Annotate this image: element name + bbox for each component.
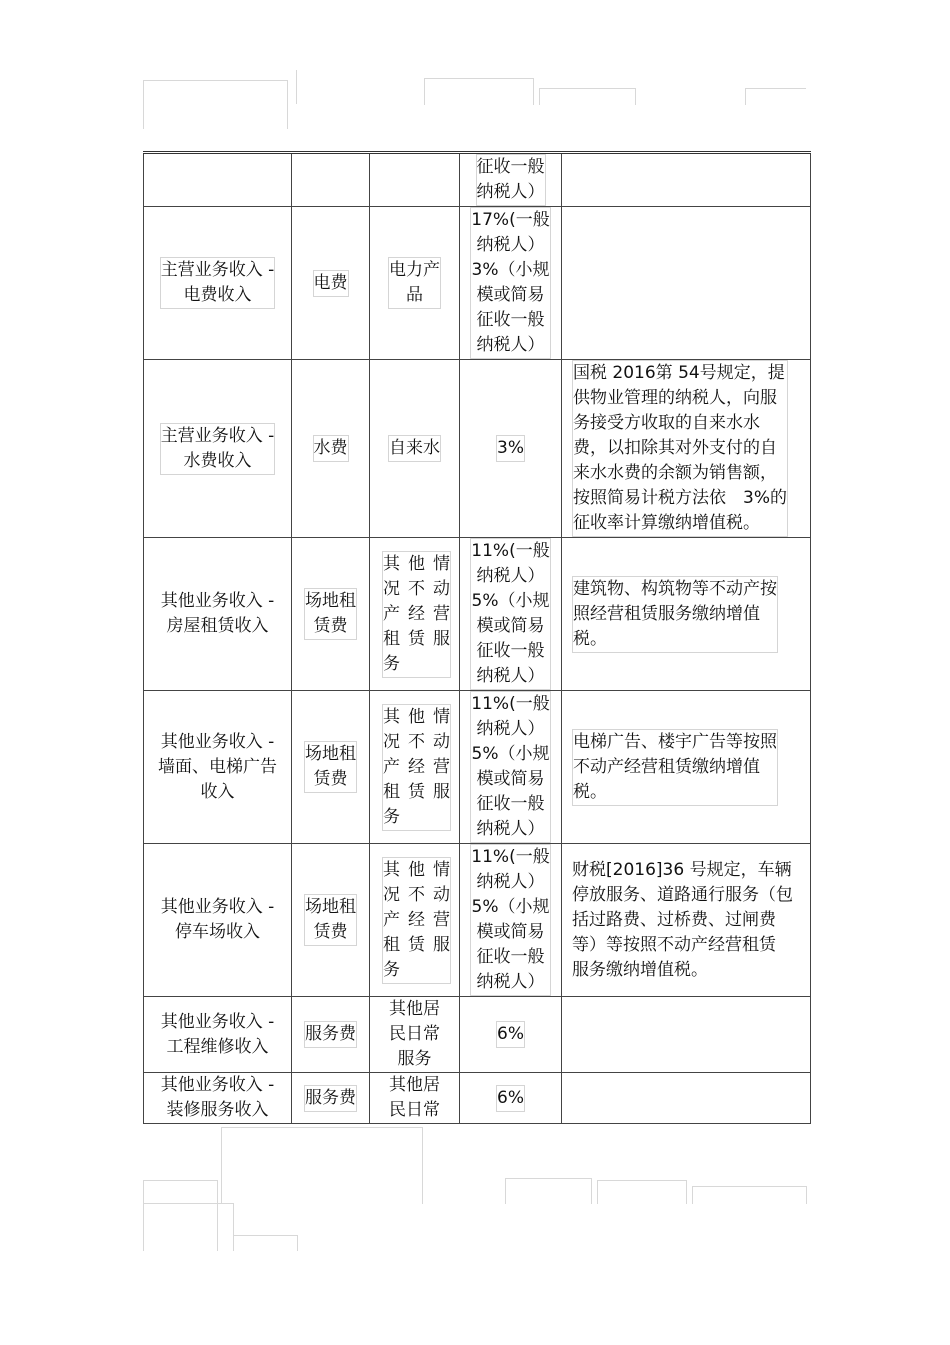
rate-cell: 6% [460, 997, 562, 1073]
scan-artifact-bottom [233, 1235, 298, 1251]
scan-artifact-top [539, 88, 636, 105]
scan-artifact-top [143, 80, 288, 129]
item-cell: 场地租 赁费 [292, 538, 370, 691]
scan-artifact-bottom [692, 1186, 807, 1204]
scan-artifact-bottom [143, 1203, 234, 1251]
rate-cell: 11%(一般 纳税人） 5%（小规 模或简易 征收一般 纳税人） [460, 844, 562, 997]
subject-cell [144, 153, 292, 207]
subject-cell: 其他业务收入 - 墙面、电梯广告 收入 [144, 691, 292, 844]
scan-artifact-top [424, 78, 534, 105]
scan-artifact-top [296, 70, 297, 104]
subject-cell: 主营业务收入 - 水费收入 [144, 360, 292, 538]
subject-cell: 其他业务收入 - 停车场收入 [144, 844, 292, 997]
table-row [144, 1073, 811, 1124]
table-row [144, 691, 811, 844]
scan-artifact-top [745, 88, 806, 105]
table-row [144, 360, 811, 538]
rate-cell: 3% [460, 360, 562, 538]
item-cell: 服务费 [292, 997, 370, 1073]
category-cell: 其他情 况不动 产经营 租赁服 务 [370, 538, 460, 691]
item-cell: 电费 [292, 207, 370, 360]
table-row [144, 153, 811, 207]
rate-cell: 征收一般 纳税人） [460, 153, 562, 207]
category-cell [370, 153, 460, 207]
category-cell: 其他居 民日常 [370, 1073, 460, 1124]
scan-artifact-bottom [221, 1127, 423, 1204]
table-row [144, 844, 811, 997]
table-row [144, 997, 811, 1073]
note-cell: 财税[2016]36 号规定，车辆 停放服务、道路通行服务（包 括过路费、过桥费、过闸费 等）等按照不动产经营租赁 服务缴纳增值税。 [562, 844, 811, 997]
category-cell: 电力产 品 [370, 207, 460, 360]
item-cell: 场地租 赁费 [292, 844, 370, 997]
rate-cell: 11%(一般 纳税人） 5%（小规 模或简易 征收一般 纳税人） [460, 538, 562, 691]
rate-cell: 6% [460, 1073, 562, 1124]
category-cell: 其他情 况不动 产经营 租赁服 务 [370, 844, 460, 997]
table-row [144, 207, 811, 360]
item-cell: 水费 [292, 360, 370, 538]
note-cell: 国税 2016第 54号规定，提 供物业管理的纳税人，向服 务接受方收取的自来水水 费，以扣除其对外支付的自 来水水费的余额为销售额， 按照简易计税方法依 3%的 征收率计算缴纳增值税。 [562, 360, 811, 538]
note-cell [562, 997, 811, 1073]
note-cell: 建筑物、构筑物等不动产按 照经营租赁服务缴纳增值 税。 [562, 538, 811, 691]
scan-artifact-bottom [597, 1180, 687, 1204]
subject-cell: 其他业务收入 - 房屋租赁收入 [144, 538, 292, 691]
item-cell [292, 153, 370, 207]
note-cell [562, 207, 811, 360]
category-cell: 其他居 民日常 服务 [370, 997, 460, 1073]
tax-table [143, 151, 811, 1124]
note-cell [562, 1073, 811, 1124]
rate-cell: 17%(一般 纳税人） 3%（小规 模或简易 征收一般 纳税人） [460, 207, 562, 360]
item-cell: 场地租 赁费 [292, 691, 370, 844]
subject-cell: 主营业务收入 - 电费收入 [144, 207, 292, 360]
table-row [144, 538, 811, 691]
item-cell: 服务费 [292, 1073, 370, 1124]
note-cell: 电梯广告、楼宇广告等按照 不动产经营租赁缴纳增值 税。 [562, 691, 811, 844]
category-cell: 其他情 况不动 产经营 租赁服 务 [370, 691, 460, 844]
subject-cell: 其他业务收入 - 工程维修收入 [144, 997, 292, 1073]
note-cell [562, 153, 811, 207]
category-cell: 自来水 [370, 360, 460, 538]
subject-cell: 其他业务收入 - 装修服务收入 [144, 1073, 292, 1124]
scan-artifact-bottom [505, 1178, 592, 1204]
rate-cell: 11%(一般 纳税人） 5%（小规 模或简易 征收一般 纳税人） [460, 691, 562, 844]
